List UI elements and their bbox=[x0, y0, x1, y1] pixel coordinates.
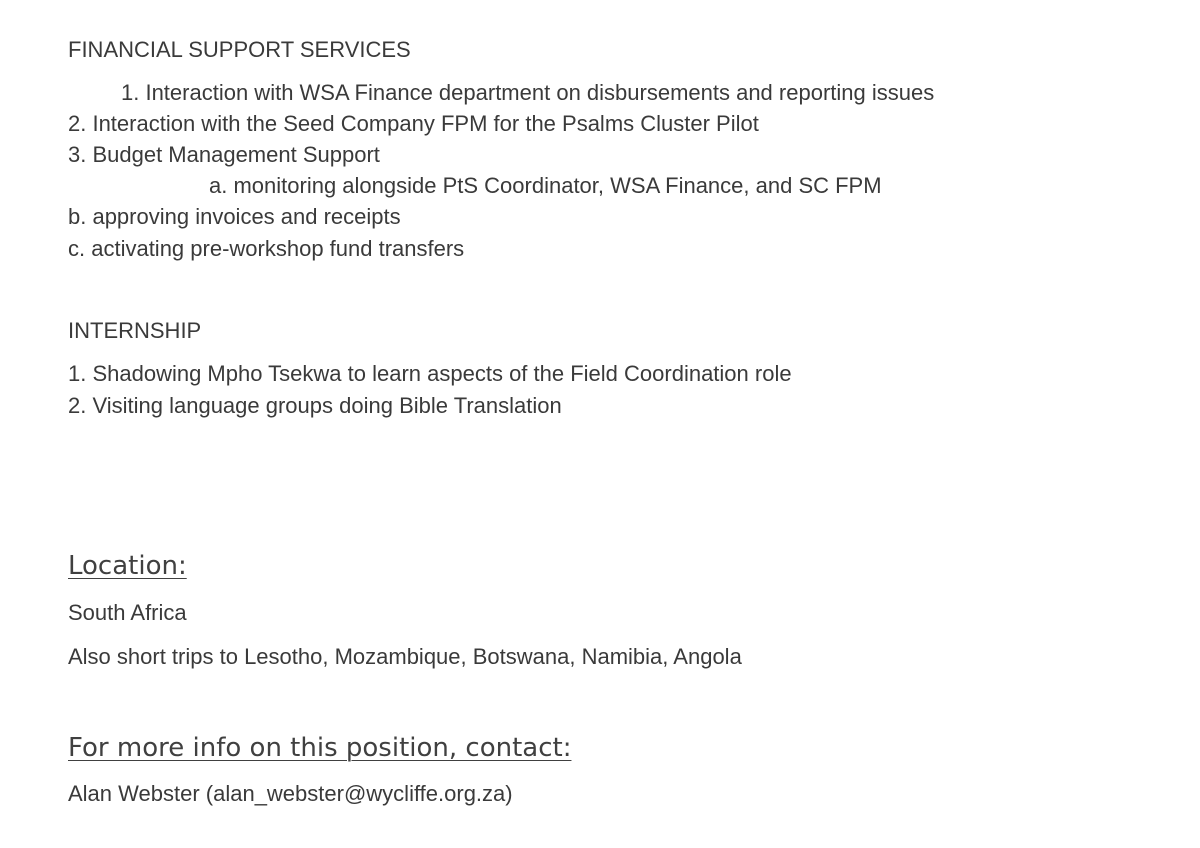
financial-item-2: 2. Interaction with the Seed Company FPM for the Psalms Cluster Pilot bbox=[68, 111, 759, 136]
contact-line: Alan Webster (alan_webster@wycliffe.org.za) bbox=[68, 781, 513, 806]
financial-item-1: 1. Interaction with WSA Finance department on disbursements and reporting issues bbox=[121, 80, 935, 105]
financial-item-3: 3. Budget Management Support bbox=[68, 142, 380, 167]
contact-heading: For more info on this position, contact: bbox=[68, 733, 572, 763]
location-line-2: Also short trips to Lesotho, Mozambique, Botswana, Namibia, Angola bbox=[68, 644, 742, 669]
financial-subitem-c: c. activating pre-workshop fund transfers bbox=[68, 236, 465, 261]
location-heading: Location: bbox=[68, 551, 187, 581]
financial-subitem-a: a. monitoring alongside PtS Coordinator, WSA Finance, and SC FPM bbox=[209, 173, 882, 198]
financial-subitem-b: b. approving invoices and receipts bbox=[68, 204, 401, 229]
internship-item-1: 1. Shadowing Mpho Tsekwa to learn aspects of the Field Coordination role bbox=[68, 361, 792, 386]
internship-item-2: 2. Visiting language groups doing Bible Translation bbox=[68, 393, 562, 418]
location-line-1: South Africa bbox=[68, 600, 187, 625]
financial-support-heading: FINANCIAL SUPPORT SERVICES bbox=[68, 37, 411, 62]
internship-heading: INTERNSHIP bbox=[68, 318, 202, 343]
